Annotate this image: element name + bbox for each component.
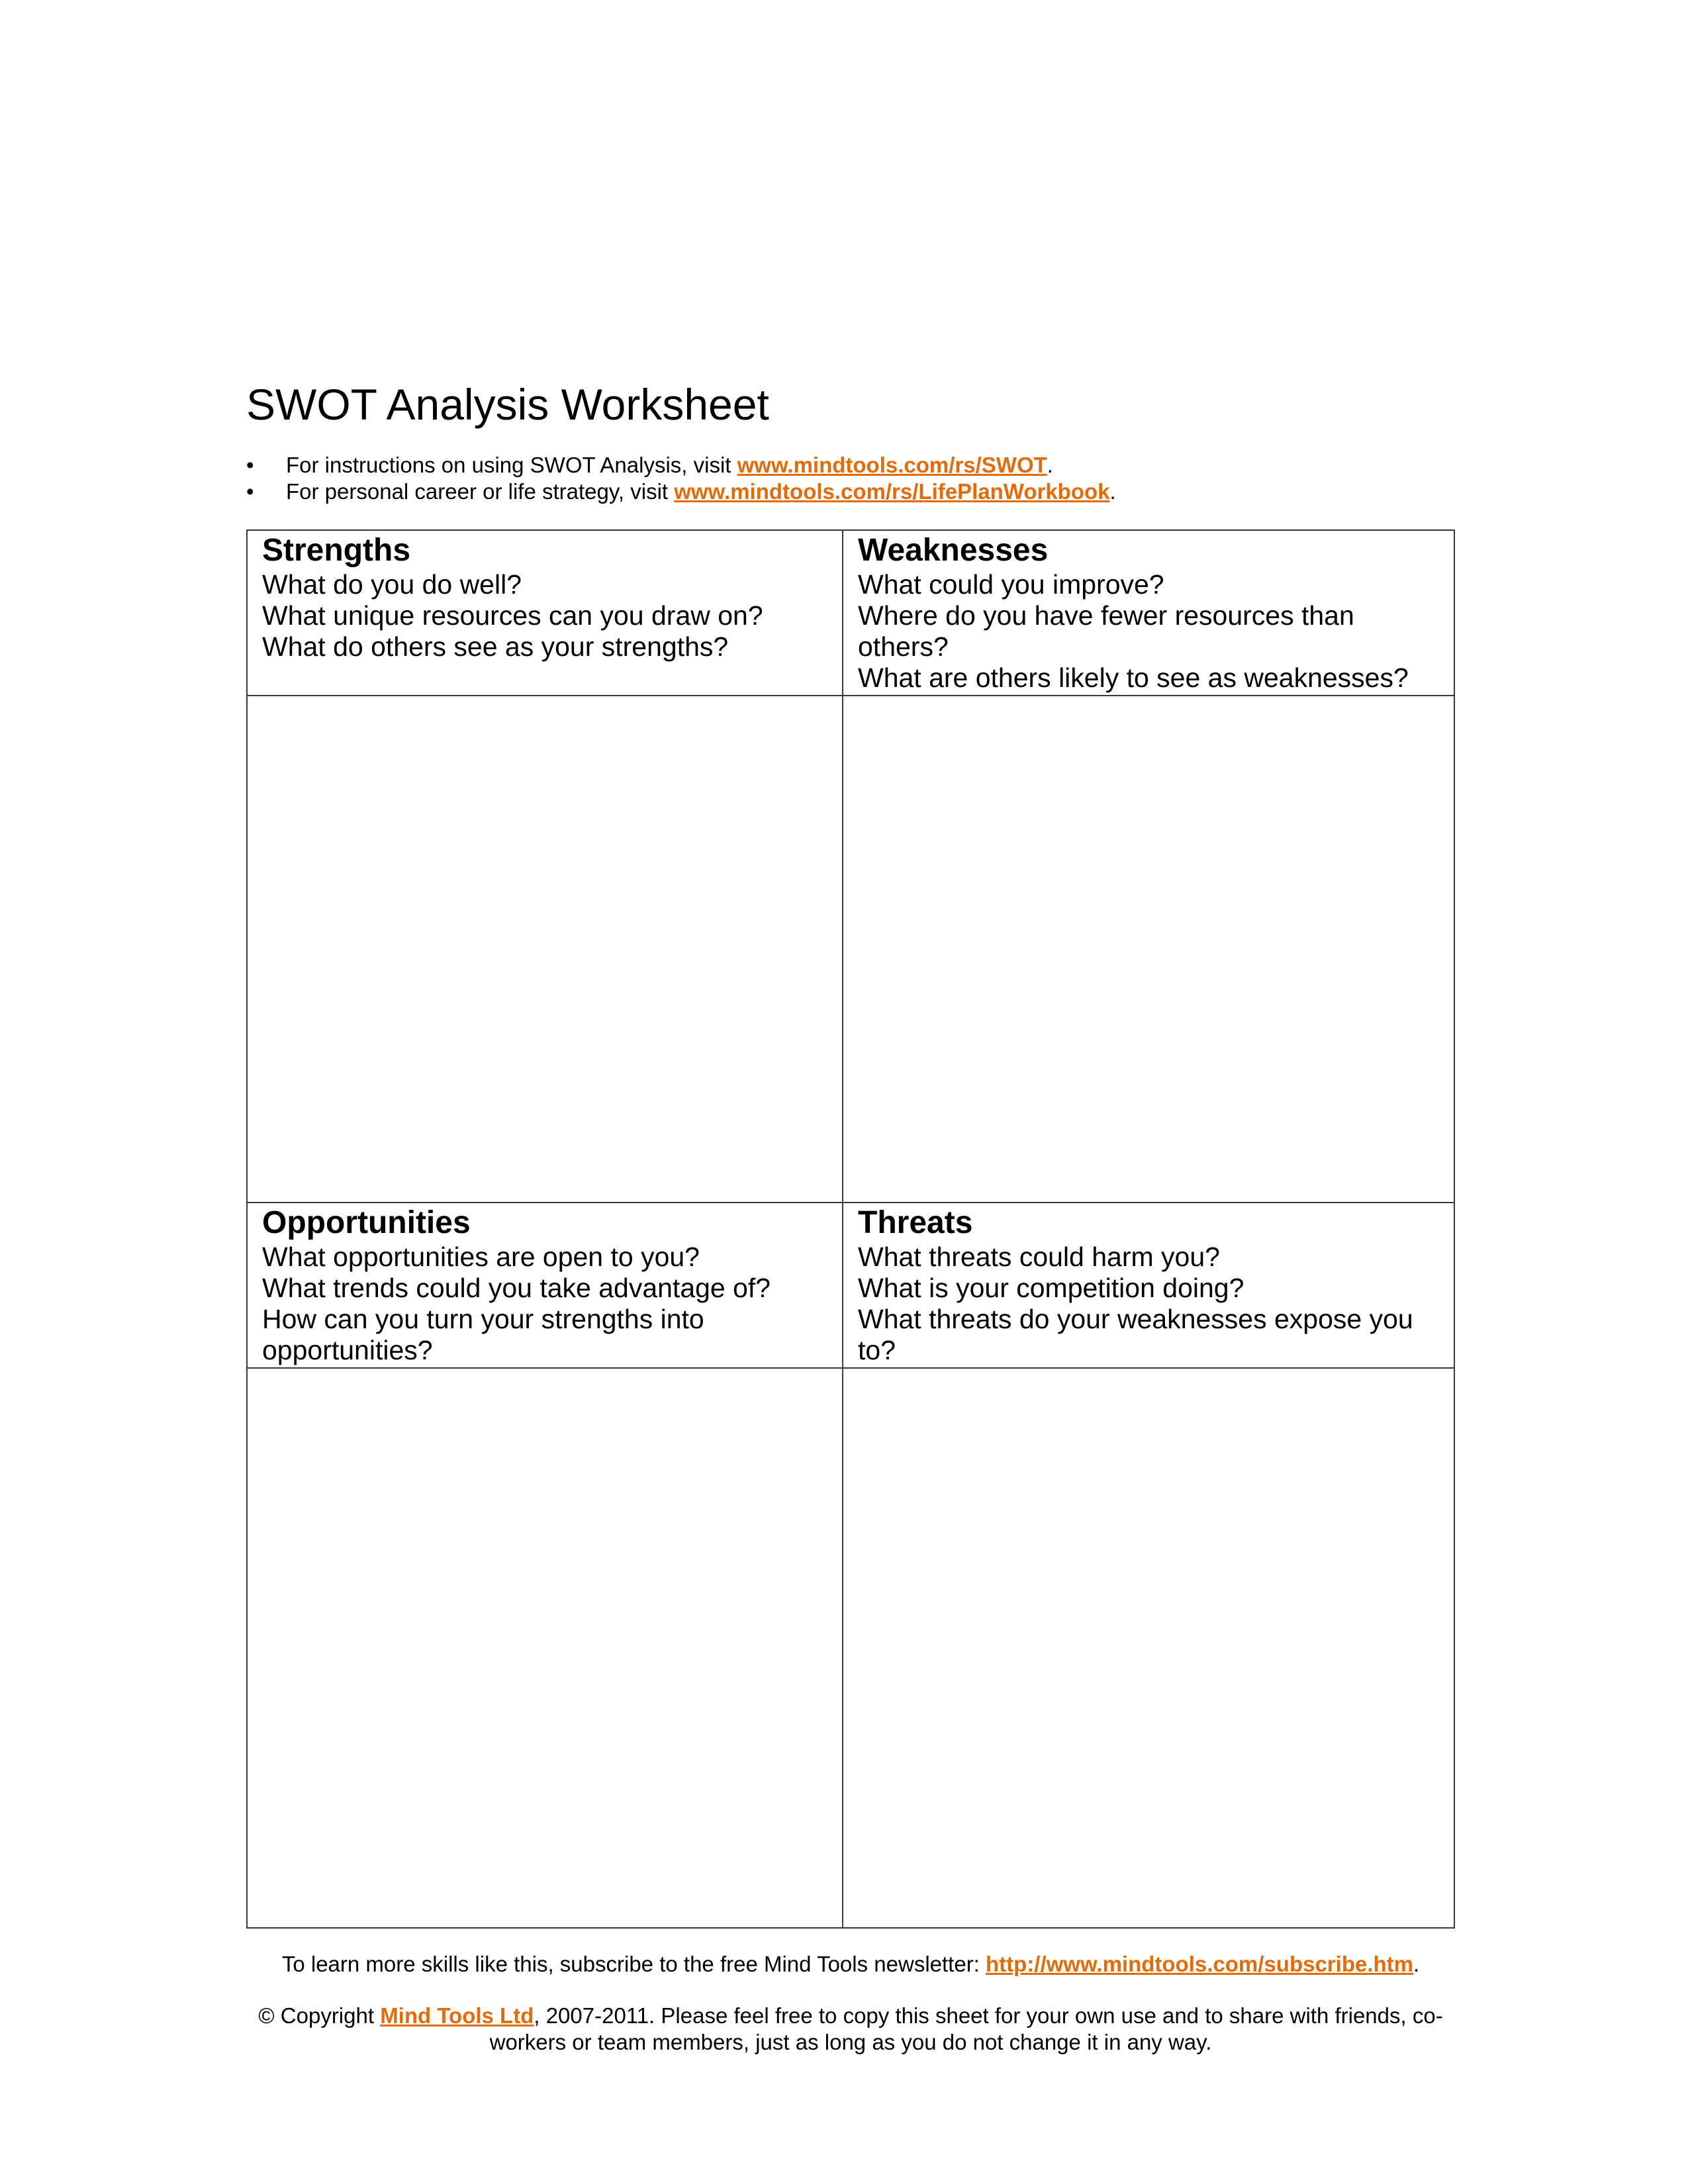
mind-tools-ltd-link[interactable]: Mind Tools Ltd [380,2003,534,2028]
copyright-text: , 2007-2011. Please feel free to copy this sheet for your own use and to share with friends, co-workers or team members, just as long as you do not change it in any way. [489,2003,1443,2054]
bullet-icon: • [246,479,254,504]
lifeplan-workbook-link[interactable]: www.mindtools.com/rs/LifePlanWorkbook [674,479,1110,504]
strengths-question: What unique resources can you draw on? [262,600,763,631]
strengths-answer-area[interactable] [248,696,843,1203]
weaknesses-header-cell [843,531,1455,696]
weaknesses-answer-area[interactable] [843,696,1455,1203]
weaknesses-question: Where do you have fewer resources than others? [858,600,1354,662]
instruction-item-swot [246,452,1438,478]
threats-answer-area[interactable] [843,1369,1455,1927]
threats-question: What threats do your weaknesses expose you to? [858,1304,1413,1365]
strengths-question: What do others see as your strengths? [262,631,729,662]
instruction-text: For instructions on using SWOT Analysis, visit [286,453,737,477]
opportunities-heading: Opportunities [262,1205,471,1240]
newsletter-suffix: . [1413,1952,1420,1976]
strengths-question: What do you do well? [262,569,522,600]
newsletter-text: To learn more skills like this, subscribe to the free Mind Tools newsletter: [281,1952,986,1976]
copyright-notice [246,2003,1455,2056]
copyright-prefix: © Copyright [258,2003,381,2028]
opportunities-header-cell [248,1203,843,1369]
threats-header-cell [843,1203,1455,1369]
instruction-suffix: . [1109,479,1116,504]
threats-heading: Threats [858,1205,973,1240]
swot-grid [246,529,1455,1929]
opportunities-question: How can you turn your strengths into opportunities? [262,1304,704,1365]
newsletter-line [246,1951,1455,1978]
opportunities-question: What opportunities are open to you? [262,1242,700,1272]
instruction-suffix: . [1047,453,1053,477]
opportunities-answer-area[interactable] [248,1369,843,1927]
threats-question: What is your competition doing? [858,1273,1244,1303]
swot-instructions-link[interactable]: www.mindtools.com/rs/SWOT [737,453,1047,477]
instruction-list [246,452,1438,505]
strengths-heading: Strengths [262,533,411,568]
instruction-item-lifeplan [246,478,1438,505]
newsletter-subscribe-link[interactable]: http://www.mindtools.com/subscribe.htm [986,1952,1413,1976]
weaknesses-heading: Weaknesses [858,533,1049,568]
weaknesses-question: What could you improve? [858,569,1164,600]
strengths-header-cell [248,531,843,696]
weaknesses-question: What are others likely to see as weaknesses? [858,662,1409,693]
bullet-icon: • [246,453,254,477]
opportunities-question: What trends could you take advantage of? [262,1273,771,1303]
threats-question: What threats could harm you? [858,1242,1220,1272]
instruction-text: For personal career or life strategy, visit [286,479,675,504]
page-title: SWOT Analysis Worksheet [246,380,769,429]
